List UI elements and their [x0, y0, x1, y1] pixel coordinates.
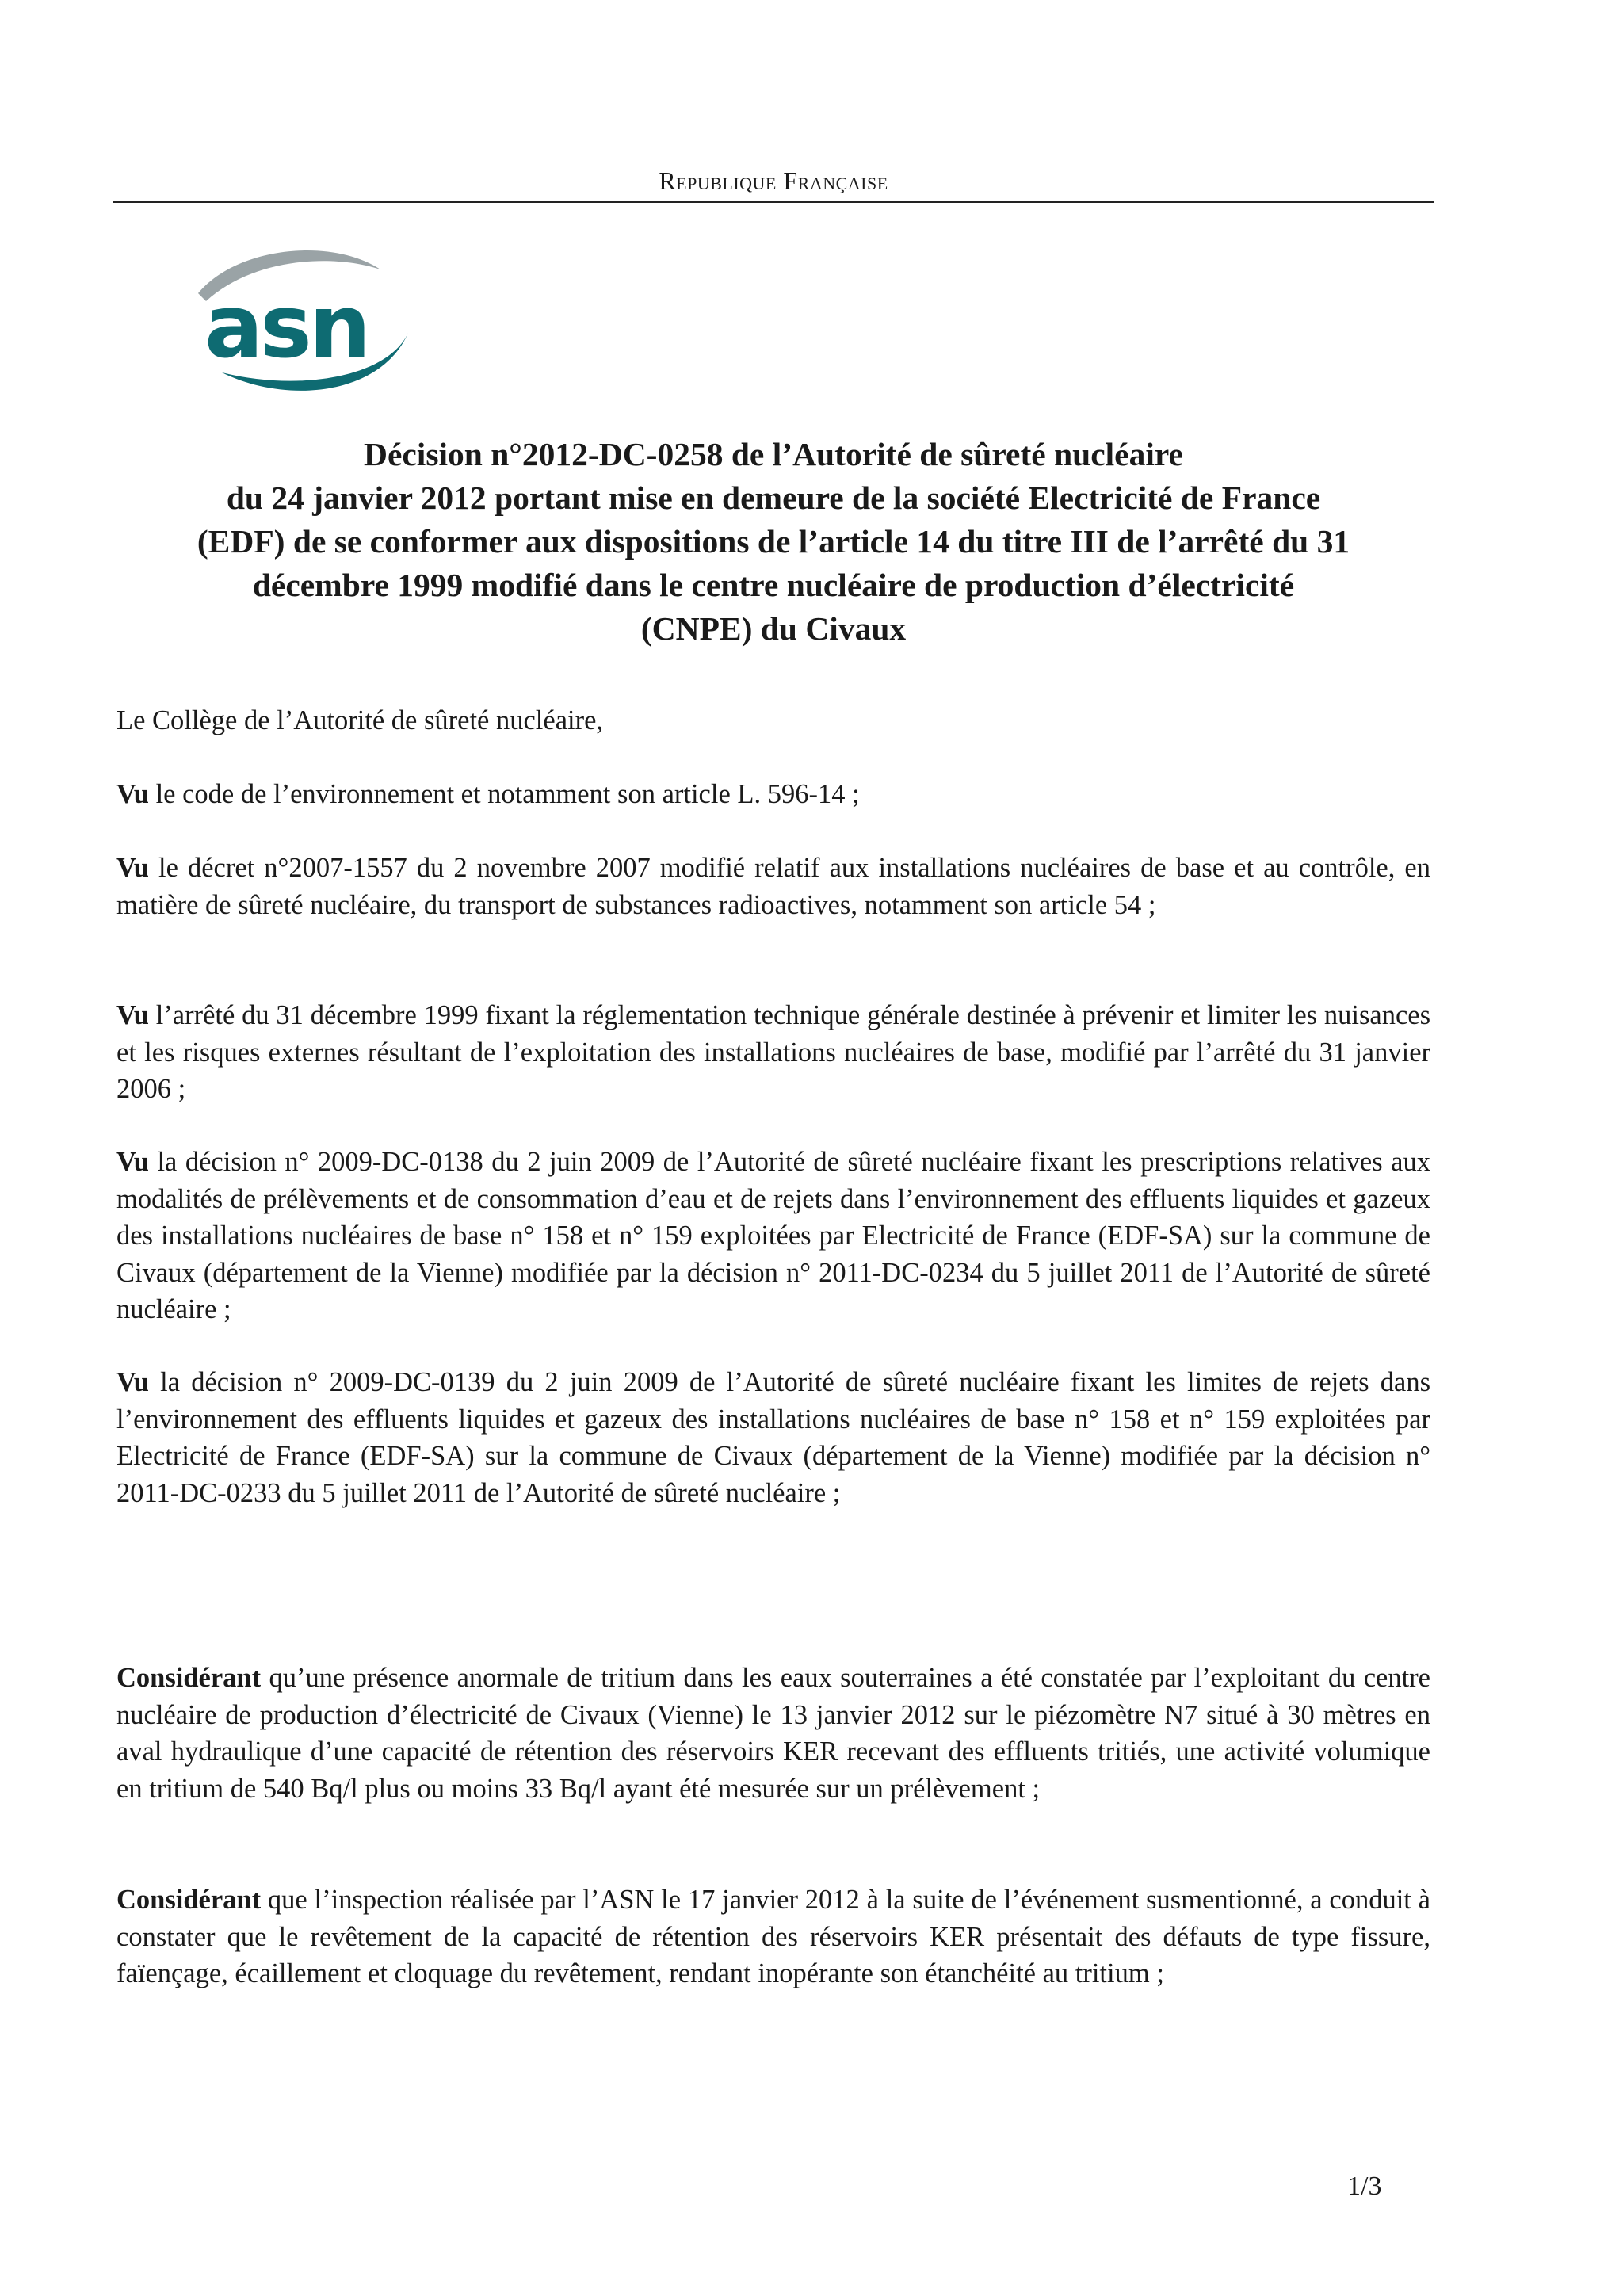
visa-lead: Vu: [116, 1367, 149, 1397]
visa-text: le code de l’environnement et notamment son article L. 596-14 ;: [148, 779, 860, 809]
considerant-lead: Considérant: [116, 1663, 262, 1693]
visa-lead: Vu: [116, 1000, 149, 1030]
visa-lead: Vu: [116, 1147, 149, 1177]
header-republique: Republique Française: [659, 166, 888, 195]
header-rule: [113, 201, 1434, 203]
visa-text: la décision n° 2009-DC-0138 du 2 juin 2009 de l’Autorité de sûreté nucléaire fixant les prescriptions relatives aux modalités de prélèvements et de consommation d’eau et de rejets dans l’environnement des effluents liquides et gazeux des installations nucléaires de base n° 158 et n° 159 exploitées par Electricité de France (EDF-SA) sur la commune de Civaux (département de la Vienne) modifiée par la décision n° 2011-DC-0234 du 5 juillet 2011 de l’Autorité de sûreté nucléaire ;: [116, 1147, 1430, 1324]
considerant-paragraph: [116, 1660, 1430, 1807]
title-line: décembre 1999 modifié dans le centre nucléaire de production d’électricité: [252, 567, 1295, 603]
title-line: du 24 janvier 2012 portant mise en demeure de la société Electricité de France: [226, 479, 1321, 516]
visa-paragraph: [116, 776, 1430, 813]
visa-lead: Vu: [116, 779, 149, 809]
visa-paragraph: [116, 850, 1430, 923]
considerant-paragraph: [116, 1881, 1430, 1992]
visa-paragraph: [116, 997, 1430, 1108]
intro-paragraph: Le Collège de l’Autorité de sûreté nucléaire,: [116, 705, 604, 735]
considerant-text: qu’une présence anormale de tritium dans les eaux souterraines a été constatée par l’exploitant du centre nucléaire de production d’électricité de Civaux (Vienne) le 13 janvier 2012 sur le piézomètre N7 situé à 30 mètres en aval hydraulique d’une capacité de rétention des réservoirs KER recevant des effluents tritiés, une activité volumique en tritium de 540 Bq/l plus ou moins 33 Bq/l ayant été mesurée sur un prélèvement ;: [116, 1663, 1430, 1804]
considerant-lead: Considérant: [116, 1885, 262, 1915]
page-number: 1/3: [1347, 2172, 1382, 2201]
asn-logo: [190, 238, 412, 396]
title-line: Décision n°2012-DC-0258 de l’Autorité de sûreté nucléaire: [364, 436, 1183, 472]
logo-text: asn: [204, 276, 369, 377]
visa-lead: Vu: [116, 853, 149, 883]
considerant-text: que l’inspection réalisée par l’ASN le 17 janvier 2012 à la suite de l’événement susmentionné, a conduit à constater que le revêtement de la capacité de rétention des réservoirs KER présentait des défauts de type fissure, faïençage, écaillement et cloquage du revêtement, rendant inopérante son étanchéité au tritium ;: [116, 1885, 1430, 1988]
title-line: (EDF) de se conformer aux dispositions de l’article 14 du titre III de l’arrêté du 31: [197, 523, 1350, 560]
visa-text: l’arrêté du 31 décembre 1999 fixant la réglementation technique générale destinée à prévenir et limiter les nuisances et les risques externes résultant de l’exploitation des installations nucléaires de base, modifié par l’arrêté du 31 janvier 2006 ;: [116, 1000, 1430, 1104]
decision-title: [113, 433, 1434, 651]
visa-paragraph: [116, 1364, 1430, 1511]
visa-paragraph: [116, 1144, 1430, 1328]
title-line: (CNPE) du Civaux: [640, 610, 907, 647]
visa-text: le décret n°2007-1557 du 2 novembre 2007 modifié relatif aux installations nucléaires de base et au contrôle, en matière de sûreté nucléaire, du transport de substances radioactives, notamment son article 54 ;: [116, 853, 1430, 920]
visa-text: la décision n° 2009-DC-0139 du 2 juin 2009 de l’Autorité de sûreté nucléaire fixant les limites de rejets dans l’environnement des effluents liquides et gazeux des installations nucléaires de base n° 158 et n° 159 exploitées par Electricité de France (EDF-SA) sur la commune de Civaux (département de la Vienne) modifiée par la décision n° 2011-DC-0233 du 5 juillet 2011 de l’Autorité de sûreté nucléaire ;: [116, 1367, 1430, 1508]
